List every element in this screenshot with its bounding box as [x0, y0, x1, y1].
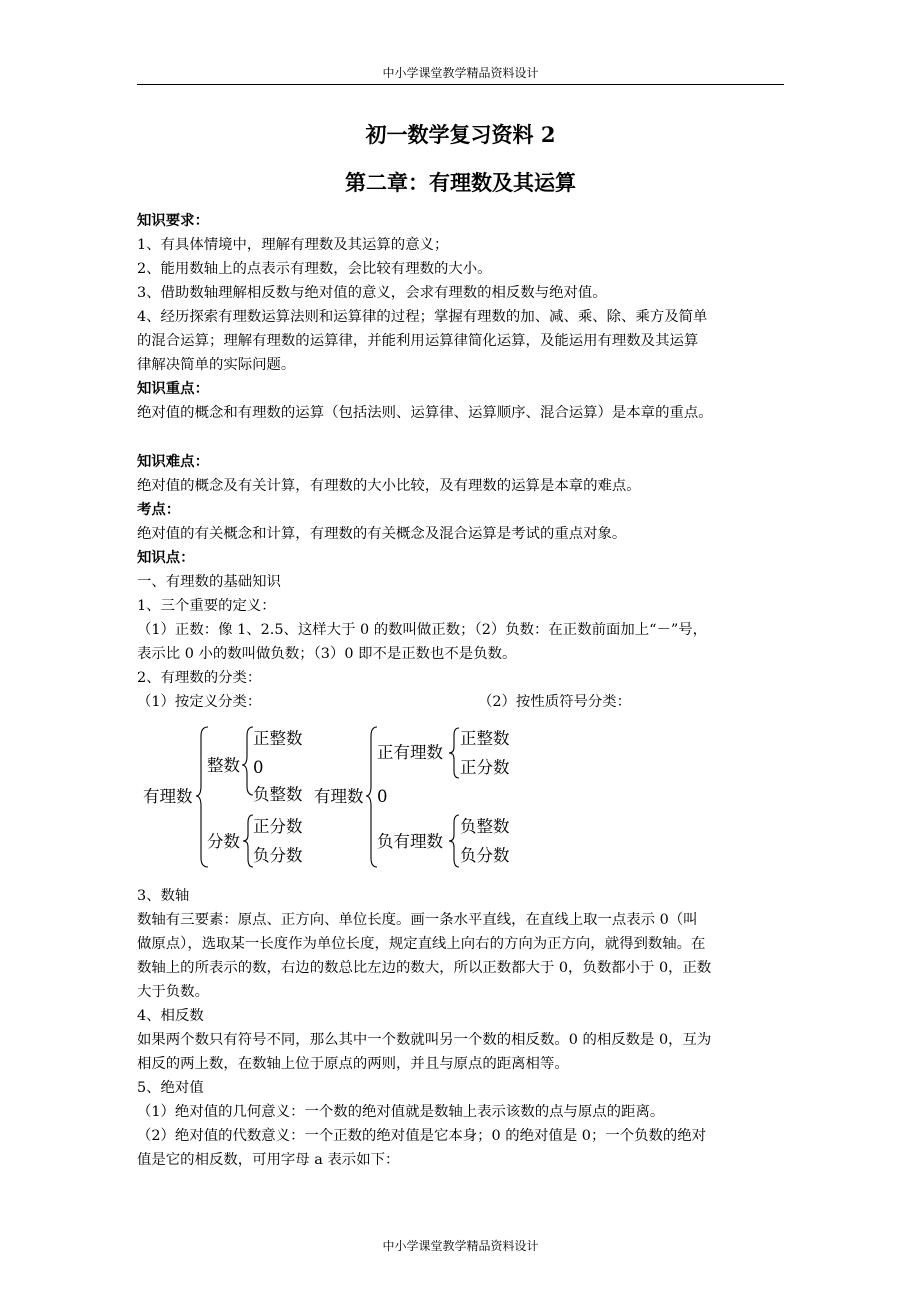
body-line: 的混合运算；理解有理数的运算律，并能利用运算律简化运算，及能运用有理数及其运算 [137, 333, 699, 349]
diagram-root-right: 有理数 [314, 787, 364, 806]
body-line: 2、有理数的分类： [137, 670, 262, 686]
document-title: 初一数学复习资料 2 [365, 122, 556, 147]
diagram-right-positive-integer: 正整数 [460, 729, 510, 748]
diagram-negative-integer: 负整数 [253, 785, 303, 804]
brace-negative [449, 815, 459, 867]
diagram-zero-left: 0 [253, 758, 264, 777]
diagram-negative-fraction: 负分数 [253, 846, 303, 865]
body-line: 数轴上的所表示的数，右边的数总比左边的数大，所以正数都大于 0，负数都小于 0，正数 [137, 960, 712, 976]
body-line: （1）绝对值的几何意义：一个数的绝对值就是数轴上表示该数的点与原点的距离。 [137, 1104, 665, 1120]
brace-integer [242, 727, 253, 795]
body-line: 律解决简单的实际问题。 [137, 357, 296, 373]
heading-knowledge: 知识点： [137, 549, 195, 566]
diagram-positive-fraction: 正分数 [253, 817, 303, 836]
body-line: 3、数轴 [137, 888, 190, 904]
heading-difficulties: 知识难点： [137, 453, 209, 470]
heading-exam-points: 考点： [137, 501, 181, 518]
body-line: 4、经历探索有理数运算法则和运算律的过程；掌握有理数的加、减、乘、除、乘方及简单 [137, 309, 708, 325]
header-rule [137, 84, 784, 85]
body-line: 值是它的相反数，可用字母 a 表示如下： [137, 1152, 400, 1168]
diagram-right-negative-fraction: 负分数 [460, 846, 510, 865]
diagram-negative-rational: 负有理数 [377, 832, 443, 851]
body-line: 1、三个重要的定义： [137, 598, 276, 614]
body-line: （1）正数：像 1、2.5、这样大于 0 的数叫做正数；（2）负数：在正数前面加上“－”号， [137, 622, 708, 638]
heading-requirements: 知识要求： [137, 212, 209, 229]
brace-positive [449, 728, 459, 778]
brace-root-right [366, 727, 377, 867]
diagram-right-negative-integer: 负整数 [460, 817, 510, 836]
diagram-root-left: 有理数 [143, 787, 193, 806]
body-line: 如果两个数只有符号不同，那么其中一个数就叫另一个数的相反数。0 的相反数是 0，互为 [137, 1032, 712, 1048]
diagram-integer: 整数 [207, 756, 240, 775]
body-line: 数轴有三要素：原点、正方向、单位长度。画一条水平直线，在直线上取一点表示 0（叫 [137, 912, 698, 928]
diagram-right-positive-fraction: 正分数 [460, 758, 510, 777]
body-line: 大于负数。 [137, 984, 209, 1000]
body-line: 绝对值的概念及有关计算，有理数的大小比较，及有理数的运算是本章的难点。 [137, 478, 641, 494]
classification-diagram [137, 724, 537, 870]
body-line: 绝对值的有关概念和计算，有理数的有关概念及混合运算是考试的重点对象。 [137, 526, 627, 542]
diagram-zero-right: 0 [377, 787, 388, 806]
classification-by-definition-label: （1）按定义分类： [137, 694, 262, 710]
body-line: （2）绝对值的代数意义：一个正数的绝对值是它本身；0 的绝对值是 0；一个负数的绝对 [137, 1128, 707, 1144]
body-line: 相反的两上数，在数轴上位于原点的两则，并且与原点的距离相等。 [137, 1056, 569, 1072]
page-header: 中小学课堂教学精品资料设计 [382, 66, 539, 80]
body-line: 3、借助数轴理解相反数与绝对值的意义，会求有理数的相反数与绝对值。 [137, 285, 607, 301]
chapter-title: 第二章：有理数及其运算 [345, 170, 576, 195]
body-line: 绝对值的概念和有理数的运算（包括法则、运算律、运算顺序、混合运算）是本章的重点。 [137, 405, 713, 421]
diagram-positive-rational: 正有理数 [377, 743, 443, 762]
body-line: 做原点），选取某一长度作为单位长度，规定直线上向右的方向为正方向，就得到数轴。在 [137, 936, 706, 952]
body-line: 1、有具体情境中，理解有理数及其运算的意义； [137, 237, 449, 253]
body-line: 4、相反数 [137, 1008, 204, 1024]
diagram-fraction: 分数 [207, 832, 240, 851]
body-line: 5、绝对值 [137, 1080, 204, 1096]
heading-key-points: 知识重点： [137, 380, 209, 397]
page-footer: 中小学课堂教学精品资料设计 [382, 1239, 539, 1253]
body-line: 一、有理数的基础知识 [137, 574, 281, 590]
brace-fraction [243, 815, 253, 867]
body-line: 表示比 0 小的数叫做负数；（3）0 即不是正数也不是负数。 [137, 646, 517, 662]
diagram-positive-integer: 正整数 [253, 729, 303, 748]
classification-by-sign-label: （2）按性质符号分类： [478, 694, 632, 710]
body-line: 2、能用数轴上的点表示有理数，会比较有理数的大小。 [137, 261, 492, 277]
